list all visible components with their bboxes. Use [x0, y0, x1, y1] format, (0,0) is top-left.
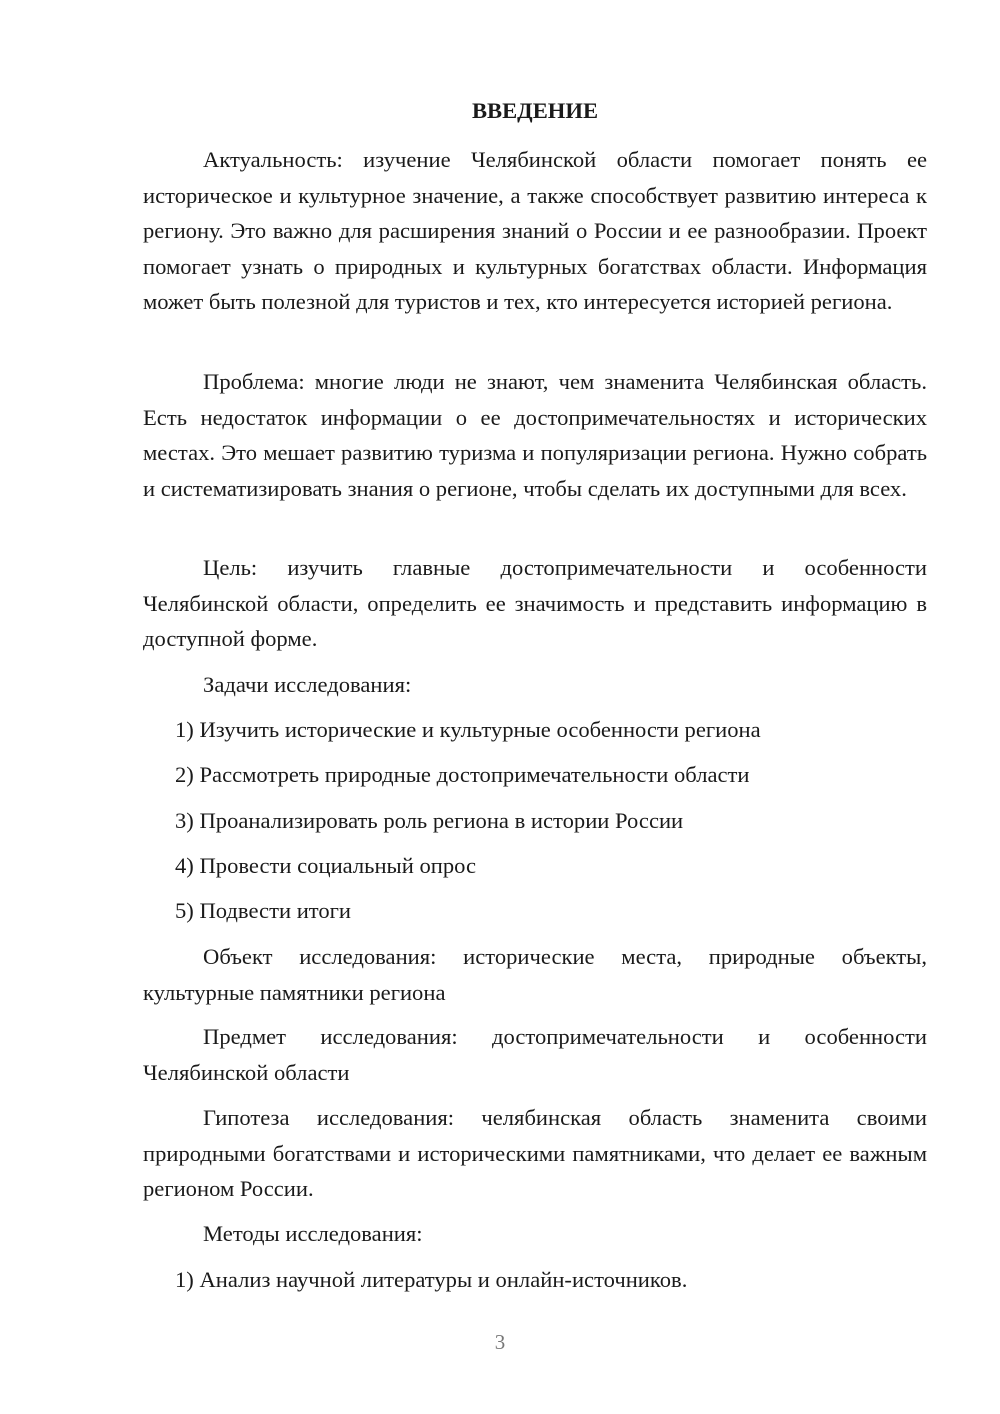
subject-paragraph: Предмет исследования: достопримечательности и особенности Челябинской области — [143, 1024, 927, 1085]
relevance-paragraph: Актуальность: изучение Челябинской области помогает понять ее историческое и культурное значение, а также способствует развитию интереса к региону. Это важно для расширения знаний о России и ее разнообразии. Проект помогает узнать о природных и культурных богатствах области. Информация может быть полезной для туристов и тех, кто интересуется историей региона. — [143, 147, 927, 314]
page-number: 3 — [494, 1330, 506, 1354]
problem-paragraph: Проблема: многие люди не знают, чем знаменита Челябинская область. Есть недостаток информации о ее достопримечательностях и исторических местах. Это мешает развитию туризма и популяризации региона. Нужно собрать и систематизировать знания о регионе, чтобы сделать их доступными для всех. — [143, 369, 927, 501]
methods-title: Методы исследования: — [203, 1221, 423, 1246]
task-item-1: 1) Изучить исторические и культурные особенности региона — [175, 717, 761, 742]
task-item-4: 4) Провести социальный опрос — [175, 853, 477, 878]
page-title: ВВЕДЕНИЕ — [471, 98, 599, 123]
goal-paragraph: Цель: изучить главные достопримечательности и особенности Челябинской области, определить ее значимость и представить информацию в доступной форме. — [143, 555, 927, 651]
hypothesis-paragraph: Гипотеза исследования: челябинская область знаменита своими природными богатствами и историческими памятниками, что делает ее важным регионом России. — [143, 1105, 927, 1201]
method-item-1: 1) Анализ научной литературы и онлайн-источников. — [175, 1267, 688, 1292]
task-item-3: 3) Проанализировать роль региона в истории России — [175, 808, 684, 833]
task-item-5: 5) Подвести итоги — [175, 898, 352, 923]
tasks-title: Задачи исследования: — [203, 672, 412, 697]
task-item-2: 2) Рассмотреть природные достопримечательности области — [175, 762, 750, 787]
object-paragraph: Объект исследования: исторические места, природные объекты, культурные памятники региона — [143, 944, 927, 1005]
